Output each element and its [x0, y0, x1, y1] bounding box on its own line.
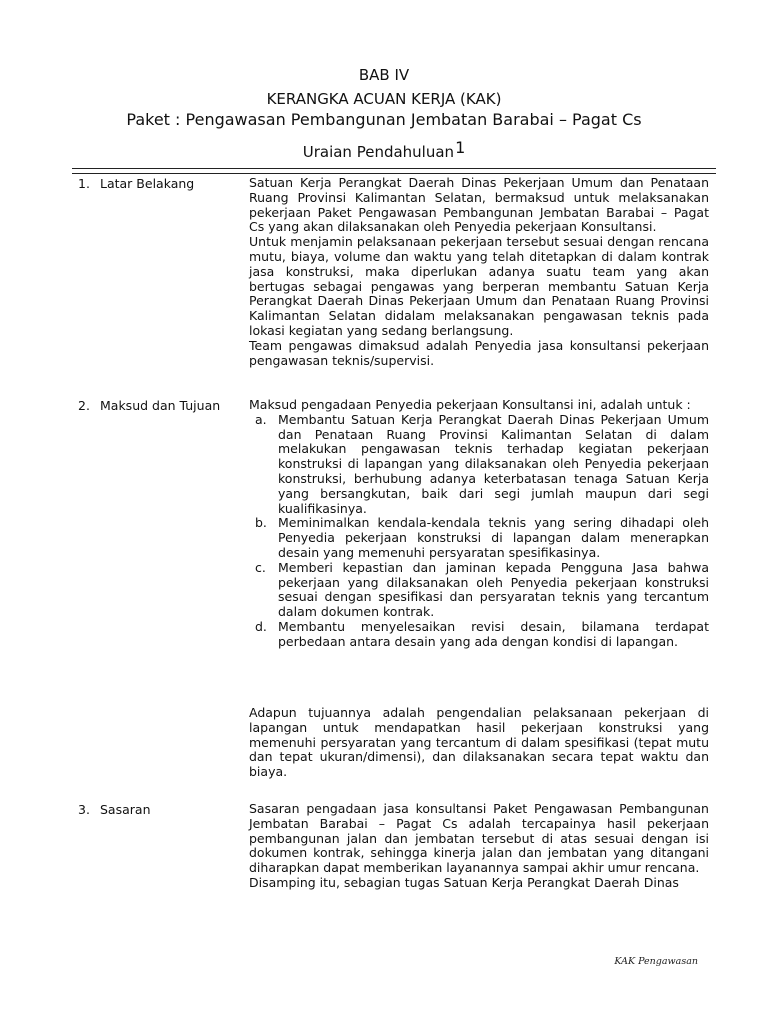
table-header-rule	[72, 173, 716, 174]
list-item	[249, 516, 709, 560]
list-text: Memberi kepastian dan jaminan kepada Pengguna Jasa bahwa pekerjaan yang dilaksanakan oleh Penyedia pekerjaan konstruksi sesuai dengan spesifikasi dan persyaratan teknis yang tercantum dalam dokumen kontrak.	[278, 559, 709, 620]
purpose-list	[249, 413, 709, 650]
paragraph: Disamping itu, sebagian tugas Satuan Kerja Perangkat Daerah Dinas	[249, 874, 679, 890]
list-text: Meminimalkan kendala-kendala teknis yang sering dihadapi oleh Penyedia pekerjaan konstruksi di lapangan dalam menerapkan desain yang memenuhi persyaratan spesifikasinya.	[278, 515, 709, 560]
item-content-latar-belakang	[249, 176, 709, 368]
list-marker: a.	[255, 411, 267, 427]
item-content-sasaran	[249, 802, 709, 891]
list-item	[249, 561, 709, 620]
paragraph: Sasaran pengadaan jasa konsultansi Paket Pengawasan Pembangunan Jembatan Barabai – Pagat Cs adalah tercapainya hasil pekerjaan pembangunan jalan dan jembatan tersebut di atas sesuai dengan isi dokumen kontrak, sehingga kinerja jalan dan jembatan yang ditangani diharapkan dapat memberikan layanannya sampai akhir umur rencana.	[249, 801, 709, 876]
document-title: KERANGKA ACUAN KERJA (KAK)	[266, 90, 502, 108]
list-item	[249, 413, 709, 517]
page-footer: KAK Pengawasan	[614, 956, 698, 967]
item-label-latar-belakang: Latar Belakang	[100, 176, 195, 191]
item-number: 1.	[78, 176, 90, 191]
section-title: Uraian Pendahuluan	[302, 143, 455, 161]
list-text: Membantu Satuan Kerja Perangkat Daerah Dinas Pekerjaan Umum dan Penataan Ruang Provinsi Kalimantan Selatan di dalam melakukan pengawasan teknis terhadap kegiatan pekerjaan konstruksi di lapangan yang dilaksanakan oleh Penyedia pekerjaan konstruksi, berhubung adanya keterbatasan tenaga Satuan Kerja yang bersangkutan, baik dari segi jumlah maupun dari segi kualifikasinya.	[278, 411, 709, 516]
paragraph: Satuan Kerja Perangkat Daerah Dinas Pekerjaan Umum dan Penataan Ruang Provinsi Kalimantan Selatan, bermaksud untuk melaksanakan pekerjaan Paket Pengawasan Pembangunan Jembatan Barabai – Pagat Cs yang akan dilaksanakan oleh Penyedia pekerjaan Konsultansi.	[249, 175, 709, 235]
list-marker: c.	[255, 559, 266, 575]
paragraph: Team pengawas dimaksud adalah Penyedia jasa konsultansi pekerjaan pengawasan teknis/supervisi.	[249, 337, 709, 368]
list-text: Membantu menyelesaikan revisi desain, bilamana terdapat perbedaan antara desain yang ada dengan kondisi di lapangan.	[278, 618, 709, 649]
paragraph: Maksud pengadaan Penyedia pekerjaan Konsultansi ini, adalah untuk :	[249, 397, 691, 412]
section-heading	[0, 138, 768, 161]
purpose-closing	[249, 706, 709, 780]
list-item	[249, 620, 709, 650]
table-top-rule	[72, 168, 716, 169]
chapter-heading: BAB IV	[358, 66, 410, 84]
item-number: 2.	[78, 398, 90, 413]
package-title: Paket : Pengawasan Pembangunan Jembatan Barabai – Pagat Cs	[126, 110, 642, 129]
item-label-sasaran: Sasaran	[100, 802, 151, 817]
item-label-maksud-tujuan: Maksud dan Tujuan	[100, 398, 221, 413]
paragraph: Adapun tujuannya adalah pengendalian pelaksanaan pekerjaan di lapangan untuk mendapatkan hasil pekerjaan konstruksi yang memenuhi persyaratan yang tercantum di dalam spesifikasi (tepat mutu dan tepat ukuran/dimensi), dan dilaksanakan secara tepat waktu dan biaya.	[249, 705, 709, 780]
list-marker: d.	[255, 618, 267, 634]
item-content-maksud-tujuan	[249, 398, 709, 650]
item-number: 3.	[78, 802, 90, 817]
list-marker: b.	[255, 515, 267, 531]
paragraph: Untuk menjamin pelaksanaan pekerjaan tersebut sesuai dengan rencana mutu, biaya, volume dan waktu yang telah ditetapkan di dalam kontrak jasa konstruksi, maka diperlukan adanya suatu team yang akan bertugas sebagai pengawas yang berperan membantu Satuan Kerja Perangkat Daerah Dinas Pekerjaan Umum dan Penataan Ruang Provinsi Kalimantan Selatan didalam melaksanakan pengawasan teknis pada lokasi kegiatan yang sedang berlangsung.	[249, 234, 709, 338]
footnote-ref: 1	[455, 138, 466, 157]
